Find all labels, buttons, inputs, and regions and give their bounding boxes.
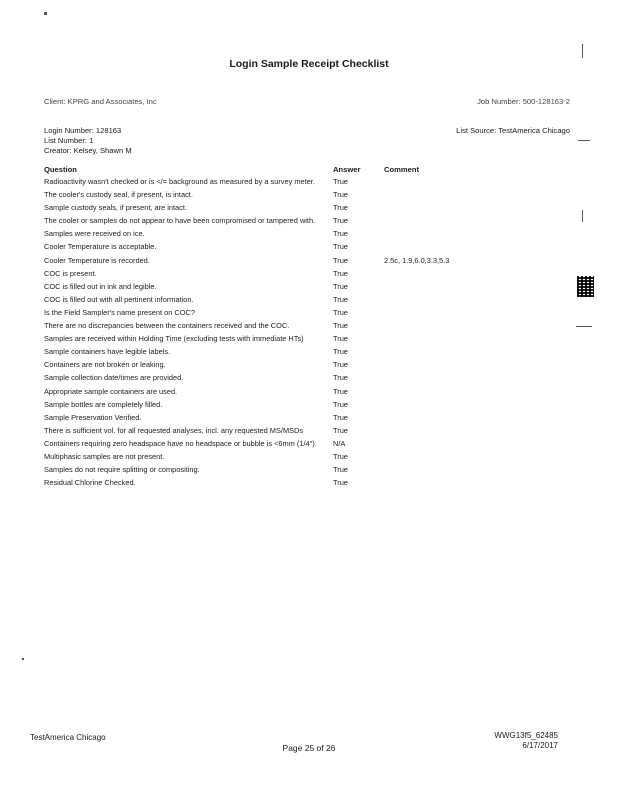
scan-speck xyxy=(44,12,47,15)
row-question: Appropriate sample containers are used. xyxy=(44,386,178,396)
row-question: The cooler or samples do not appear to have been compromised or tampered with. xyxy=(44,216,316,226)
row-comment xyxy=(384,296,534,305)
row-question: Multiphasic samples are not present. xyxy=(44,451,165,461)
footer-date: 6/17/2017 xyxy=(522,741,558,750)
document-title: Login Sample Receipt Checklist xyxy=(229,58,389,70)
row-answer: True xyxy=(333,478,348,488)
row-answer: N/A xyxy=(333,438,346,448)
row-answer: True xyxy=(333,307,348,317)
footer-batch: WWG13f5_62485 xyxy=(494,731,558,740)
row-comment: 2.5c, 1.9,6.0,3.3,5.3 xyxy=(384,255,450,265)
row-comment xyxy=(384,348,534,357)
row-question: Sample collection date/times are provided. xyxy=(44,373,184,383)
row-comment xyxy=(384,178,534,187)
row-comment xyxy=(384,243,534,252)
scan-speck xyxy=(582,44,583,58)
scan-speck xyxy=(582,210,583,222)
row-comment xyxy=(384,453,534,462)
login-number: Login Number: 128163 xyxy=(44,126,122,135)
table-row xyxy=(44,453,564,462)
login-info xyxy=(44,126,132,156)
footer-page-number: Page 25 of 26 xyxy=(282,743,336,753)
list-number: List Number: 1 xyxy=(44,136,94,145)
row-question: Samples were received on ice. xyxy=(44,229,145,239)
row-answer: True xyxy=(333,242,348,252)
row-answer: True xyxy=(333,229,348,239)
row-answer: True xyxy=(333,321,348,331)
row-question: Radioactivity wasn't checked or is </= background as measured by a survey meter. xyxy=(44,177,315,186)
row-question: There are no discrepancies between the containers received and the COC. xyxy=(44,321,290,331)
table-row xyxy=(44,230,564,239)
row-question: Sample custody seals, if present, are intact. xyxy=(44,203,187,213)
header-comment: Comment xyxy=(384,165,420,174)
row-question: Sample Preservation Verified. xyxy=(44,412,142,422)
row-question: The cooler's custody seal, if present, is intact. xyxy=(44,190,193,200)
footer-lab: TestAmerica Chicago xyxy=(30,733,106,742)
row-question: There is sufficient vol. for all requested analyses, incl. any requested MS/MSDs xyxy=(44,425,304,435)
row-question: Cooler Temperature is acceptable. xyxy=(44,242,157,252)
row-answer: True xyxy=(333,386,348,396)
client-name: Client: KPRG and Associates, Inc xyxy=(44,97,157,106)
row-answer: True xyxy=(333,334,348,344)
row-question: Cooler Temperature is recorded. xyxy=(44,255,150,265)
table-row xyxy=(44,283,564,292)
table-row xyxy=(44,178,564,187)
creator: Creator: Kelsey, Shawn M xyxy=(44,146,132,155)
row-comment xyxy=(384,217,534,226)
checklist-table xyxy=(44,178,564,492)
row-question: Is the Field Sampler's name present on COC? xyxy=(44,307,195,317)
row-comment xyxy=(384,322,534,331)
row-question: Sample containers have legible labels. xyxy=(44,347,171,357)
row-question: COC is filled out in ink and legible. xyxy=(44,281,157,291)
row-comment xyxy=(384,309,534,318)
row-comment xyxy=(384,230,534,239)
header-answer: Answer xyxy=(333,165,361,174)
table-row xyxy=(44,191,564,200)
table-row xyxy=(44,479,564,488)
row-comment xyxy=(384,283,534,292)
row-answer: True xyxy=(333,360,348,370)
barcode-stamp-icon xyxy=(577,276,594,297)
row-comment xyxy=(384,401,534,410)
row-answer: True xyxy=(333,451,348,461)
row-answer: True xyxy=(333,177,348,186)
table-row xyxy=(44,270,564,279)
row-question: Containers requiring zero headspace have no headspace or bubble is <6mm (1/4"). xyxy=(44,438,317,448)
table-row xyxy=(44,440,564,449)
table-row xyxy=(44,388,564,397)
table-row xyxy=(44,374,564,383)
row-comment xyxy=(384,414,534,423)
row-comment xyxy=(384,361,534,370)
scan-speck xyxy=(22,658,24,660)
header-question: Question xyxy=(44,165,77,174)
row-question: Sample bottles are completely filled. xyxy=(44,399,163,409)
row-answer: True xyxy=(333,412,348,422)
table-row xyxy=(44,296,564,305)
table-row xyxy=(44,204,564,213)
table-row xyxy=(44,361,564,370)
footer-batch-date xyxy=(494,731,558,751)
row-comment xyxy=(384,335,534,344)
table-row xyxy=(44,217,564,226)
row-answer: True xyxy=(333,190,348,200)
table-row xyxy=(44,348,564,357)
scan-speck xyxy=(576,326,592,327)
row-question: Residual Chlorine Checked. xyxy=(44,478,136,488)
row-comment xyxy=(384,270,534,279)
row-answer: True xyxy=(333,347,348,357)
row-comment xyxy=(384,427,534,436)
table-row xyxy=(44,401,564,410)
row-comment xyxy=(384,479,534,488)
row-comment xyxy=(384,374,534,383)
row-question: Samples are received within Holding Time (excluding tests with immediate HTs) xyxy=(44,334,304,344)
row-comment xyxy=(384,440,534,449)
row-comment xyxy=(384,388,534,397)
row-answer: True xyxy=(333,399,348,409)
scan-speck xyxy=(578,140,590,141)
table-row xyxy=(44,414,564,423)
table-row xyxy=(44,335,564,344)
row-answer: True xyxy=(333,294,348,304)
row-answer: True xyxy=(333,255,348,265)
row-question: Samples do not require splitting or compositing. xyxy=(44,465,200,475)
row-answer: True xyxy=(333,281,348,291)
job-number: Job Number: 500-128163-2 xyxy=(477,97,570,106)
row-answer: True xyxy=(333,373,348,383)
row-question: COC is filled out with all pertinent information. xyxy=(44,294,194,304)
row-comment xyxy=(384,191,534,200)
table-row xyxy=(44,309,564,318)
row-question: COC is present. xyxy=(44,268,97,278)
table-row xyxy=(44,466,564,475)
row-comment xyxy=(384,466,534,475)
row-answer: True xyxy=(333,268,348,278)
table-row xyxy=(44,257,564,266)
row-answer: True xyxy=(333,465,348,475)
list-source: List Source: TestAmerica Chicago xyxy=(456,126,570,135)
row-answer: True xyxy=(333,216,348,226)
table-row xyxy=(44,322,564,331)
table-row xyxy=(44,243,564,252)
table-row xyxy=(44,427,564,436)
row-answer: True xyxy=(333,203,348,213)
row-question: Containers are not broken or leaking. xyxy=(44,360,166,370)
row-answer: True xyxy=(333,425,348,435)
row-comment xyxy=(384,204,534,213)
